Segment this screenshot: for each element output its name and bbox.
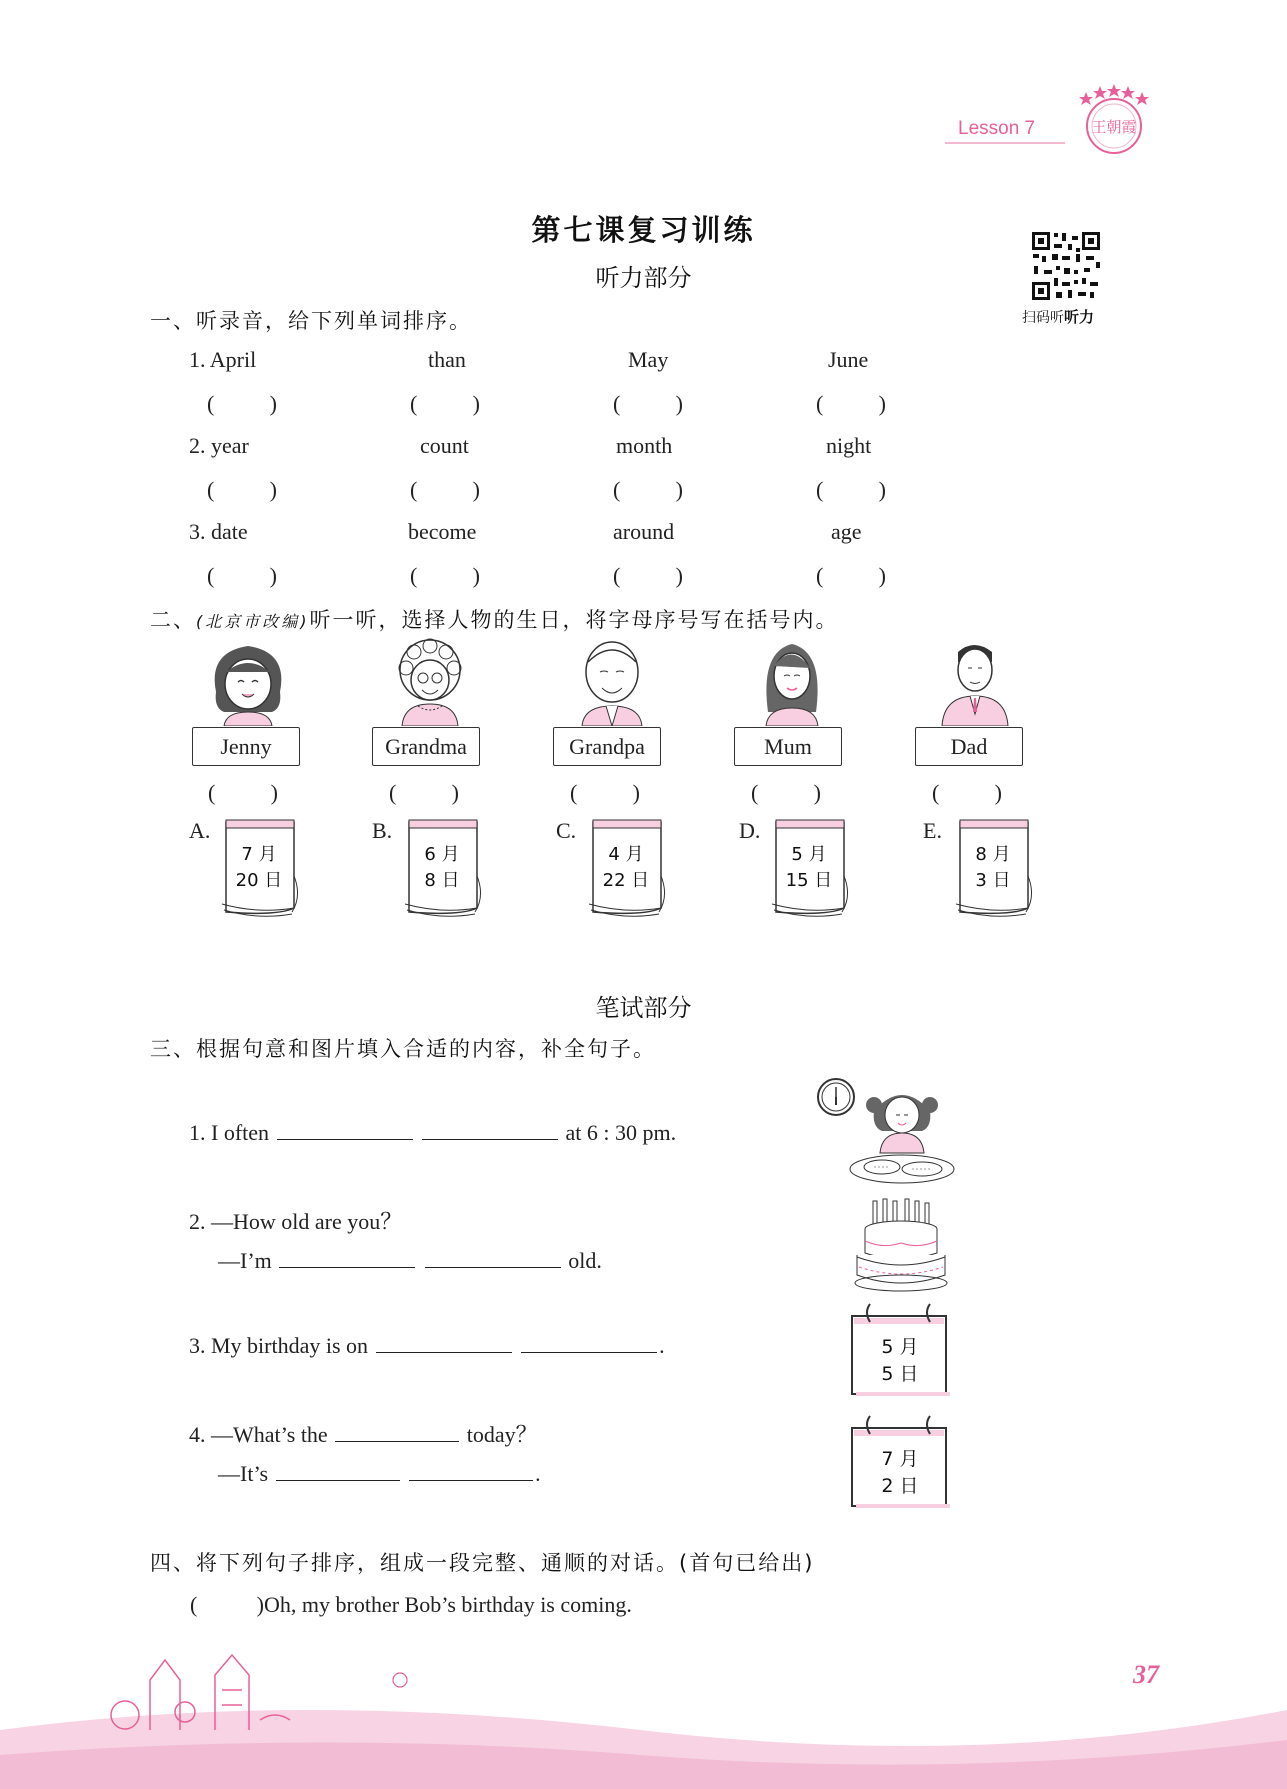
answer-paren[interactable]: ( ) xyxy=(207,563,277,588)
jenny-illustration xyxy=(202,632,294,726)
answer-paren[interactable]: ( ) xyxy=(613,563,683,588)
word: 2. year xyxy=(189,433,249,458)
qr-code[interactable] xyxy=(1030,230,1102,302)
calendar-date: 4 月 22 日 xyxy=(602,844,650,891)
header-divider xyxy=(945,142,1065,144)
calendar-date: 7 月 20 日 xyxy=(235,844,283,891)
word: than xyxy=(428,347,466,372)
calendar-date: 8 月 3 日 xyxy=(975,844,1011,891)
question-2-line2: —I’m old. xyxy=(218,1248,602,1273)
section2-source-note: (北京市改编) xyxy=(196,612,310,631)
dialogue-line-1: ( ) Oh, my brother Bob’s birthday is coming. xyxy=(190,1592,632,1617)
logo-text: 王朝霞 xyxy=(1091,118,1137,136)
calendar-date: 5 月 15 日 xyxy=(785,844,833,891)
listening-section-title: 听力部分 xyxy=(595,264,692,292)
calendar-date: 6 月 8 日 xyxy=(424,844,460,891)
answer-blank[interactable] xyxy=(521,1351,657,1353)
girl-eating-dinner-illustration xyxy=(814,1075,960,1190)
option-letter: A. xyxy=(189,818,211,843)
qr-caption-text: 扫码听 xyxy=(1022,310,1064,326)
footer-decoration xyxy=(0,1620,1287,1789)
answer-blank[interactable] xyxy=(276,1479,400,1481)
word: night xyxy=(826,433,872,458)
answer-paren[interactable]: ( ) xyxy=(410,563,480,588)
answer-blank[interactable] xyxy=(335,1440,459,1442)
section2-title: 二、(北京市改编)听一听，选择人物的生日，将字母序号写在括号内。 xyxy=(150,608,839,632)
answer-paren[interactable]: ( ) xyxy=(613,391,683,416)
answer-blank[interactable] xyxy=(425,1266,561,1268)
writing-section-title: 笔试部分 xyxy=(595,994,692,1022)
page-number: 37 xyxy=(1133,1660,1159,1689)
answer-paren[interactable]: ( ) xyxy=(207,391,277,416)
answer-blank[interactable] xyxy=(422,1138,558,1140)
word: May xyxy=(628,347,669,372)
qr-caption-bold: 听力 xyxy=(1064,308,1095,326)
grandpa-illustration xyxy=(566,632,658,726)
mum-illustration xyxy=(746,632,838,726)
answer-paren[interactable]: ( ) xyxy=(932,780,1002,805)
grandma-illustration xyxy=(384,632,476,726)
name-box-mum: Mum xyxy=(734,727,842,766)
qr-caption xyxy=(1022,306,1094,327)
answer-blank[interactable] xyxy=(376,1351,512,1353)
name-box-dad: Dad xyxy=(915,727,1023,766)
answer-paren[interactable]: ( ) xyxy=(816,477,886,502)
birthday-cake-illustration xyxy=(853,1195,949,1295)
name-box-grandpa: Grandpa xyxy=(553,727,661,766)
question-2-line1: 2. —How old are you？ xyxy=(189,1209,403,1234)
section3-title: 三、根据句意和图片填入合适的内容，补全句子。 xyxy=(150,1037,656,1061)
answer-paren[interactable]: ( ) xyxy=(208,780,278,805)
name-box-jenny: Jenny xyxy=(192,727,300,766)
option-letter: C. xyxy=(556,818,577,843)
answer-paren[interactable]: ( ) xyxy=(410,477,480,502)
word: June xyxy=(828,347,869,372)
lesson-label: Lesson 7 xyxy=(958,118,1036,139)
answer-paren[interactable]: ( ) xyxy=(410,391,480,416)
publisher-logo xyxy=(1066,78,1161,156)
question-1: 1. I often at 6 : 30 pm. xyxy=(189,1120,677,1145)
word: count xyxy=(420,433,469,458)
question-4-line1: 4. —What’s the today？ xyxy=(189,1422,538,1447)
answer-paren[interactable]: ( ) xyxy=(389,780,459,805)
answer-paren[interactable]: ( ) xyxy=(207,477,277,502)
section1-title: 一、听录音，给下列单词排序。 xyxy=(150,309,472,333)
word: become xyxy=(408,519,477,544)
answer-paren[interactable]: ( ) xyxy=(613,477,683,502)
option-letter: B. xyxy=(372,818,393,843)
option-letter: E. xyxy=(923,818,942,843)
answer-blank[interactable] xyxy=(279,1266,415,1268)
section4-title: 四、将下列句子排序，组成一段完整、通顺的对话。(首句已给出) xyxy=(150,1551,815,1575)
name-box-grandma: Grandma xyxy=(372,727,480,766)
question-3: 3. My birthday is on . xyxy=(189,1333,665,1358)
option-letter: D. xyxy=(739,818,761,843)
word: 3. date xyxy=(189,519,248,544)
page-title: 第七课复习训练 xyxy=(531,213,756,247)
question-4-line2: —It’s . xyxy=(218,1461,541,1486)
answer-paren[interactable]: ( ) xyxy=(816,391,886,416)
calendar-picture-date: 5 月 5 日 xyxy=(881,1336,919,1385)
answer-paren[interactable]: ( ) xyxy=(816,563,886,588)
dad-illustration xyxy=(928,632,1020,726)
word: 1. April xyxy=(189,347,257,372)
word: month xyxy=(616,433,673,458)
answer-paren[interactable]: ( ) xyxy=(751,780,821,805)
calendar-picture-date: 7 月 2 日 xyxy=(881,1448,919,1497)
word: age xyxy=(831,519,862,544)
answer-blank[interactable] xyxy=(409,1479,533,1481)
answer-blank[interactable] xyxy=(277,1138,413,1140)
word: around xyxy=(613,519,675,544)
answer-paren[interactable]: ( ) xyxy=(570,780,640,805)
answer-paren[interactable]: ( ) xyxy=(190,1592,264,1617)
